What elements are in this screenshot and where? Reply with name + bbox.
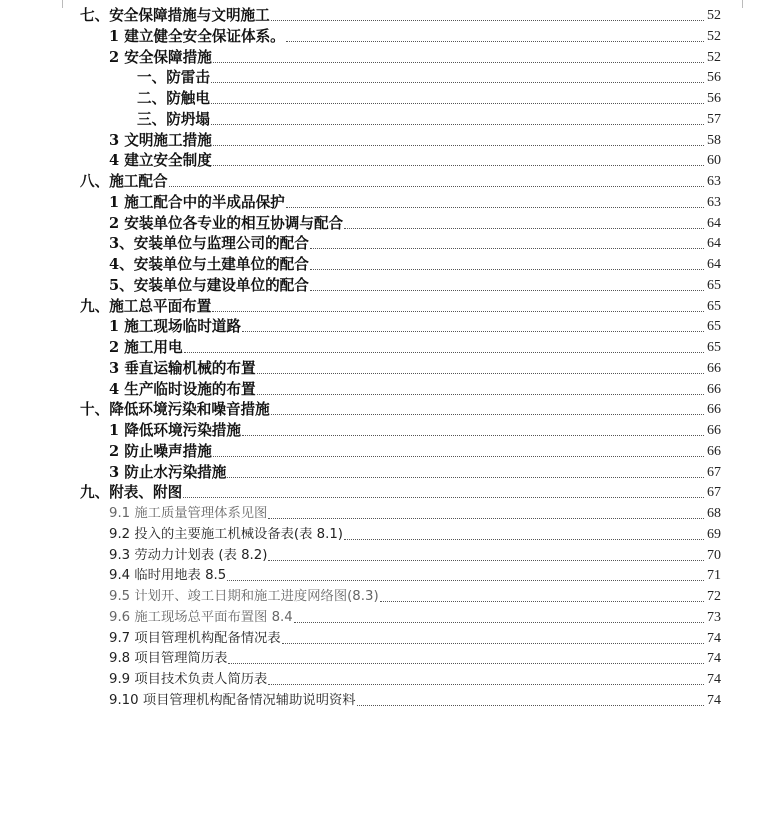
toc-page-number: 64 (707, 257, 721, 272)
toc-entry-title: 9.10 项目管理机构配备情况辅助说明资料 (109, 692, 356, 708)
toc-dot-leader (380, 600, 704, 602)
toc-entry[interactable] (0, 275, 780, 296)
toc-entry[interactable] (0, 648, 780, 669)
toc-entry[interactable] (0, 462, 780, 483)
toc-page-number: 73 (707, 609, 721, 625)
toc-entry-line (109, 379, 721, 399)
toc-entry-title: 1 施工配合中的半成品保护 (109, 193, 285, 211)
toc-entry-title: 七、安全保障措施与文明施工 (80, 7, 270, 24)
toc-entry[interactable] (0, 88, 780, 109)
toc-entry-title: 1 降低环境污染措施 (109, 422, 241, 439)
toc-entry-line (109, 524, 721, 544)
toc-entry[interactable] (0, 690, 780, 711)
toc-entry-line (109, 316, 721, 336)
toc-entry-line (109, 441, 721, 461)
toc-page-number: 65 (707, 298, 721, 314)
toc-entry[interactable] (0, 130, 780, 151)
toc-entry-line (109, 213, 721, 233)
toc-entry-title: 一、防雷击 (137, 69, 210, 87)
toc-entry-title: 9.6 施工现场总平面布置图 8.4 (109, 609, 293, 625)
toc-entry[interactable] (0, 607, 780, 628)
toc-dot-leader (211, 81, 704, 83)
toc-entry-title: 9.8 项目管理简历表 (109, 651, 228, 667)
toc-entry-line (109, 565, 721, 585)
toc-dot-leader (242, 434, 704, 436)
toc-dot-leader (268, 559, 704, 561)
toc-dot-leader (286, 206, 704, 208)
toc-entry-line (109, 275, 721, 295)
toc-entry-title: 2 安全保障措施 (109, 48, 212, 66)
toc-entry[interactable] (0, 254, 780, 275)
toc-entry-title: 2 防止噪声措施 (109, 442, 212, 460)
toc-page-number: 66 (707, 381, 721, 397)
toc-entry[interactable] (0, 5, 780, 26)
toc-entry[interactable] (0, 441, 780, 462)
toc-page-number: 58 (707, 132, 721, 148)
toc-entry-title: 八、施工配合 (80, 173, 168, 190)
toc-dot-leader (268, 683, 704, 685)
toc-page-number: 70 (707, 547, 721, 563)
toc-dot-leader (310, 289, 704, 291)
toc-dot-leader (212, 310, 704, 312)
toc-entry[interactable] (0, 358, 780, 379)
toc-entry-title: 十、降低环境污染和噪音措施 (80, 401, 270, 419)
toc-dot-leader (294, 621, 704, 623)
toc-entry-title: 3 防止水污染措施 (109, 463, 227, 481)
toc-entry-line (109, 358, 721, 378)
toc-dot-leader (286, 40, 704, 42)
toc-entry-line (109, 150, 721, 170)
toc-entry[interactable] (0, 503, 780, 524)
table-of-contents (0, 5, 780, 711)
toc-entry-line (80, 296, 721, 316)
toc-page-number: 69 (707, 526, 721, 542)
toc-dot-leader (310, 268, 704, 270)
toc-entry-title: 9.1 施工质量管理体系见图 (109, 506, 268, 521)
toc-page-number: 68 (707, 506, 721, 521)
toc-dot-leader (213, 164, 704, 166)
toc-entry-line (80, 482, 721, 502)
toc-entry-title: 4、安装单位与土建单位的配合 (109, 256, 309, 273)
toc-page-number: 65 (707, 277, 721, 293)
toc-entry-title: 9.3 劳动力计划表 (表 8.2) (109, 547, 268, 563)
toc-entry-title: 1 建立健全安全保证体系。 (109, 27, 285, 45)
toc-page-number: 57 (707, 111, 721, 127)
toc-page-number: 67 (707, 485, 721, 501)
toc-entry-title: 2 施工用电 (109, 339, 183, 356)
toc-entry-line (109, 254, 721, 274)
toc-dot-leader (282, 642, 704, 644)
toc-entry[interactable] (0, 316, 780, 337)
toc-page-number: 74 (707, 672, 721, 687)
toc-entry-title: 4 建立安全制度 (109, 152, 212, 170)
toc-entry-line (80, 399, 721, 419)
toc-entry[interactable] (0, 233, 780, 254)
toc-entry-line (109, 47, 721, 67)
toc-entry[interactable] (0, 399, 780, 420)
toc-dot-leader (227, 476, 704, 478)
toc-dot-leader (271, 19, 704, 21)
toc-entry-line (109, 26, 721, 46)
toc-page-number: 65 (707, 319, 721, 335)
toc-entry[interactable] (0, 379, 780, 400)
toc-page-number: 52 (707, 8, 721, 23)
toc-page-number: 72 (707, 589, 721, 604)
toc-entry-line (109, 503, 721, 523)
toc-dot-leader (257, 393, 704, 395)
toc-entry-title: 3 文明施工措施 (109, 131, 212, 149)
toc-entry-title: 9.9 项目技术负责人简历表 (109, 672, 268, 687)
toc-entry-line (80, 171, 721, 191)
toc-dot-leader (344, 227, 704, 229)
toc-entry-title: 9.5 计划开、竣工日期和施工进度网络图(8.3) (109, 589, 379, 604)
toc-entry[interactable] (0, 420, 780, 441)
toc-entry[interactable] (0, 171, 780, 192)
toc-entry-title: 9.7 项目管理机构配备情况表 (109, 630, 281, 646)
toc-entry-line (109, 607, 721, 627)
toc-page-number: 52 (707, 28, 721, 44)
toc-page-number: 60 (707, 153, 721, 169)
toc-page-number: 66 (707, 360, 721, 376)
toc-dot-leader (183, 496, 704, 498)
toc-dot-leader (213, 144, 704, 146)
toc-page-number: 67 (707, 464, 721, 480)
toc-entry-line (80, 5, 721, 25)
toc-entry[interactable] (0, 296, 780, 317)
toc-entry-line (109, 233, 721, 253)
toc-dot-leader (228, 662, 704, 664)
toc-page-number: 63 (707, 174, 721, 189)
toc-entry-line (109, 462, 721, 482)
toc-entry-title: 5、安装单位与建设单位的配合 (109, 276, 309, 294)
toc-entry[interactable] (0, 109, 780, 130)
toc-entry[interactable] (0, 565, 780, 586)
toc-entry-title: 九、施工总平面布置 (80, 297, 212, 315)
toc-entry[interactable] (0, 213, 780, 234)
toc-dot-leader (213, 61, 704, 63)
toc-dot-leader (211, 123, 704, 125)
toc-entry-line (137, 88, 721, 108)
toc-entry-title: 二、防触电 (137, 90, 210, 107)
toc-entry-line (109, 337, 721, 357)
toc-page-number: 74 (707, 630, 721, 646)
toc-entry[interactable] (0, 26, 780, 47)
toc-entry[interactable] (0, 586, 780, 607)
toc-entry-title: 3、安装单位与监理公司的配合 (109, 235, 309, 253)
toc-entry[interactable] (0, 337, 780, 358)
toc-entry-line (109, 628, 721, 648)
toc-entry-line (109, 648, 721, 668)
toc-entry-line (109, 586, 721, 606)
toc-entry-line (109, 130, 721, 150)
toc-dot-leader (169, 185, 704, 187)
toc-entry-line (109, 420, 721, 440)
toc-entry-line (109, 690, 721, 710)
toc-page-number: 71 (707, 568, 721, 584)
toc-entry-line (109, 545, 721, 565)
toc-entry-line (109, 669, 721, 689)
toc-dot-leader (310, 247, 704, 249)
toc-page-number: 74 (707, 651, 721, 667)
toc-dot-leader (227, 579, 704, 581)
toc-page-number: 56 (707, 91, 721, 106)
toc-page-number: 74 (707, 692, 721, 708)
toc-dot-leader (357, 704, 704, 706)
toc-entry[interactable] (0, 150, 780, 171)
toc-entry[interactable] (0, 545, 780, 566)
toc-entry[interactable] (0, 482, 780, 503)
toc-entry[interactable] (0, 67, 780, 88)
toc-page-number: 64 (707, 236, 721, 252)
toc-dot-leader (344, 538, 704, 540)
toc-entry-line (137, 67, 721, 87)
toc-entry-title: 九、附表、附图 (80, 484, 183, 502)
toc-entry-title: 9.2 投入的主要施工机械设备表(表 8.1) (109, 526, 343, 542)
toc-entry-title: 4 生产临时设施的布置 (109, 380, 256, 398)
toc-entry[interactable] (0, 669, 780, 690)
toc-dot-leader (211, 102, 704, 104)
toc-dot-leader (257, 372, 704, 374)
toc-dot-leader (268, 517, 704, 519)
toc-entry-line (109, 192, 721, 212)
toc-page-number: 66 (707, 402, 721, 418)
toc-entry-title: 9.4 临时用地表 8.5 (109, 568, 227, 584)
toc-entry-line (137, 109, 721, 129)
toc-page-number: 66 (707, 423, 721, 438)
toc-entry-title: 3 垂直运输机械的布置 (109, 359, 256, 377)
toc-page-number: 56 (707, 70, 721, 86)
toc-page-number: 65 (707, 340, 721, 355)
toc-entry-title: 1 施工现场临时道路 (109, 318, 241, 336)
toc-dot-leader (271, 413, 704, 415)
toc-entry-title: 2 安装单位各专业的相互协调与配合 (109, 214, 344, 232)
toc-entry[interactable] (0, 192, 780, 213)
toc-page-number: 52 (707, 49, 721, 65)
toc-dot-leader (213, 455, 704, 457)
toc-dot-leader (242, 330, 704, 332)
toc-dot-leader (184, 351, 704, 353)
toc-page-number: 64 (707, 215, 721, 231)
toc-page-number: 63 (707, 194, 721, 210)
toc-page-number: 66 (707, 443, 721, 459)
toc-entry-title: 三、防坍塌 (137, 110, 210, 128)
toc-entry[interactable] (0, 524, 780, 545)
toc-entry[interactable] (0, 47, 780, 68)
toc-entry[interactable] (0, 628, 780, 649)
